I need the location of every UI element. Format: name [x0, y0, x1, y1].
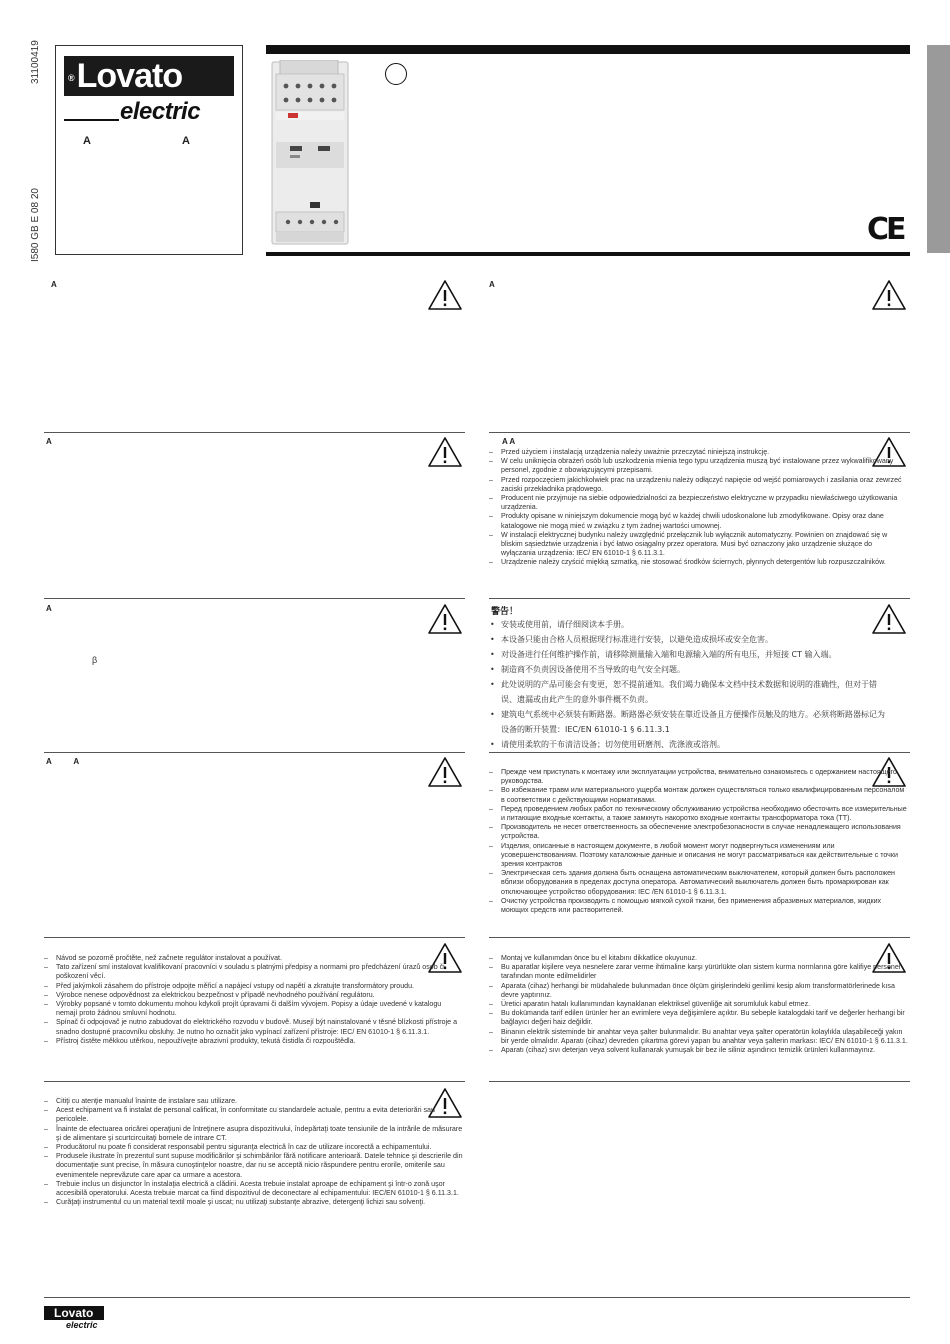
warning-list-romanian: [44, 1097, 464, 1207]
list-item: • 对设备进行任何维护操作前，请移除测量输入端和电源输入端的所有电压，并短接 CT 输入端。: [489, 647, 889, 662]
list-item: – Üretici aparatın hatalı kullanımından kaynaklanan elektriksel güvenliğe ait sorumluluk kabul etmez.: [489, 1000, 909, 1009]
list-item: – Производитель не несет ответственность за обеспечение электробезопасности в случае ненадлежащего использования устройства.: [489, 823, 909, 841]
list-item: – Электрическая сеть здания должна быть оснащена автоматическим выключателем, который должен быть расположен вблизи оборудования в пределах доступа оператора. Автоматический выключатель должен быть промаркирован как отключающее устройство оборудования: IEC /EN 61010-1 § 6.11.3.1.: [489, 869, 909, 897]
divider: [489, 1081, 910, 1082]
list-item: – Trebuie inclus un disjunctor în instalaţia electrică a clădirii. Acesta trebuie instalat aproape de echipament şi într-o zonă uşor accesibilă operatorului. Acesta trebuie marcat ca fiind dispozitivul de deconectare al echipamentului: IEC/EN 61010-1 § 6.11.3.1.: [44, 1180, 464, 1198]
list-item: – Очистку устройства производить с помощью мягкой сухой ткани, без применения абразивных материалов, жидких моющих средств или растворителей.: [489, 897, 909, 915]
list-item: – Aparata (cihaz) herhangi bir müdahalede bulunmadan önce ölçüm girişlerindeki gerilimi kesip akım transformatörlerinede kısa devre yaptırınız.: [489, 982, 909, 1000]
list-item: – Spínač či odpojovač je nutno zabudovat do elektrického rozvodu v budově. Musejí být nainstalované v těsné blízkosti přístroje a snadno dostupné pracovníku obsluhy. Je nutno ho označit jako vypínací zařízení přístroje: IEC/ EN 61010-1 § 6.11.3.1.: [44, 1018, 464, 1036]
footer-logo: [44, 1306, 104, 1332]
warning-list-russian: [489, 768, 909, 915]
list-item: – Produkty opisane w niniejszym dokumencie mogą być w każdej chwili udoskonalone lub zmodyfikowane. Opisy oraz dane katalogowe nie mogą mieć w związku z tym żadnej wartości umownej.: [489, 512, 905, 530]
divider: [44, 752, 465, 753]
list-item: – Přístroj čistěte měkkou utěrkou, nepoužívejte abrazivní produkty, tekutá čistidla či rozpouštědla.: [44, 1037, 464, 1046]
circle-mark-icon: [385, 63, 407, 85]
list-item: – Produsele ilustrate în prezentul sunt supuse modificărilor şi schimbărilor fără notificare anterioară. Datele tehnice şi descrierile din documentaţie sunt precise, în măsura cunoştinţelor noastre, dar nu se acceptă nicio răspundere pentru erorile, omiterile sau evenimentele neprevăzute care apar ca urmare a acestora.: [44, 1152, 464, 1180]
list-item: • 制造商不负责因设备使用不当导致的电气安全问题。: [489, 662, 889, 677]
list-item: – Acest echipament va fi instalat de personal calificat, în conformitate cu standardele actuale, pentru a evita deteriorări sau pericolele.: [44, 1106, 464, 1124]
warning-icon: [427, 436, 463, 468]
list-item: – Во избежание травм или материального ущерба монтаж должен существляться только квалифицированным персоналом в соответствии с действующими нормативами.: [489, 786, 909, 804]
footer-rule: [44, 1297, 910, 1298]
section-title-s4-left: A A: [46, 757, 80, 766]
section-title-top-right: A: [489, 280, 495, 289]
list-item: – Výrobky popsané v tomto dokumentu mohou kdykoli projít úpravami či dalším vývojem. Popisy a údaje uvedené v katalogu nemají proto žádnou smluvní hodnotu.: [44, 1000, 464, 1018]
doc-code-top: 31100419: [30, 40, 41, 84]
list-item: – Curăţaţi instrumentul cu un material textil moale şi uscat; nu utilizaţi substanţe abrazive, detergenţi lichizi sau solvenţi.: [44, 1198, 464, 1207]
warning-icon: [427, 756, 463, 788]
section-title-top-left: A: [51, 280, 57, 289]
list-item: – Výrobce nenese odpovědnost za elektrickou bezpečnost v případě nevhodného používání regulátoru.: [44, 991, 464, 1000]
warning-icon: [871, 279, 907, 311]
list-item: – Montaj ve kullanımdan önce bu el kitabını dikkatlice okuyunuz.: [489, 954, 909, 963]
list-item: – Před jakýmkoli zásahem do přístroje odpojte měřicí a napájecí vstupy od napětí a zkratujte transformátory proudu.: [44, 982, 464, 991]
warning-list-turkish: [489, 954, 909, 1055]
header-a-right: A: [182, 135, 190, 147]
list-item: – Przed rozpoczęciem jakichkolwiek prac na urządzeniu należy odłączyć napięcie od wejść pomiarowych i zasilania oraz zewrzeć zaciski przekładnika prądowego.: [489, 476, 905, 494]
list-item: – Прежде чем приступать к монтажу или эксплуатации устройства, внимательно ознакомьтесь с одержанием настоящего руководства.: [489, 768, 909, 786]
divider: [489, 937, 910, 938]
warning-icon: [427, 279, 463, 311]
list-item: • 请使用柔软的干布清洁设备；切勿使用研磨剂、洗涤液或溶剂。: [489, 737, 889, 752]
divider: [489, 752, 910, 753]
logo-box: [55, 45, 243, 255]
list-item: – Citiţi cu atenţie manualul înainte de instalare sau utilizare.: [44, 1097, 464, 1106]
divider: [44, 1081, 465, 1082]
section-title-s3-left: A: [46, 604, 52, 613]
brand-logo: [64, 56, 234, 96]
warning-list-polish: [489, 448, 905, 568]
list-item: • 本设备只能由合格人员根据现行标准进行安装，以避免造成损坏或安全危害。: [489, 632, 889, 647]
section-title-s2-left: A: [46, 437, 52, 446]
divider: [44, 937, 465, 938]
warning-list-chinese: [489, 617, 889, 752]
divider: [44, 598, 465, 599]
section-title-s2-right: A A: [502, 437, 516, 446]
header-a-left: A: [83, 135, 91, 147]
list-item: – Bu aparatlar kişilere veya nesnelere zarar verme ihtimaline karşı yürürlükte olan sistem kurma normlarına göre kalifiye personel tarafından monte edilmelidirler: [489, 963, 909, 981]
list-item: – W celu uniknięcia obrażeń osób lub uszkodzenia mienia tego typu urządzenia muszą być instalowane przez wykwalifikowany personel, zgodnie z obowiązującymi przepisami.: [489, 457, 905, 475]
divider: [44, 432, 465, 433]
list-item: – Binanın elektrik sisteminde bir anahtar veya şalter bulunmalıdır. Bu anahtar veya şalter operatörün kolaylıkla ulaşabileceği yakın bir yerde olmalıdır. Aparatı (cihaz) devreden çıkartma görevi yapan bu anahtar veya şalterin markası: IEC/ EN 61010-1 § 6.11.3.1.: [489, 1028, 909, 1046]
side-tab: [927, 45, 950, 253]
list-item: – Producent nie przyjmuje na siebie odpowiedzialności za bezpieczeństwo elektryczne w przypadku niewłaściwego użytkowania urządzenia.: [489, 494, 905, 512]
footer-subname: electric: [66, 1320, 98, 1330]
beta-symbol: β: [92, 655, 98, 665]
list-item: – Aparatı (cihaz) sıvı deterjan veya solvent kullanarak yumuşak bir bez ile siliniz aşındırıcı temizlik ürünleri kullanmayınız.: [489, 1046, 909, 1055]
list-item: – Návod se pozorně pročtěte, než začnete regulátor instalovat a používat.: [44, 954, 464, 963]
registered-mark: ®: [68, 73, 74, 83]
doc-code-bottom: I580 GB E 08 20: [30, 188, 41, 262]
list-item: – Tato zařízení smí instalovat kvalifikovaní pracovníci v souladu s platnými předpisy a normami pro předcházení úrazů osob či poškození věcí.: [44, 963, 464, 981]
list-item: – Producătorul nu poate fi considerat responsabil pentru siguranţa electrică în caz de utilizare incorectă a echipamentului.: [44, 1143, 464, 1152]
ce-mark-icon: CE: [867, 212, 904, 247]
list-item: – Изделия, описанные в настоящем документе, в любой момент могут подвергнуться изменениям или усовершенствованиям. Поэтому каталожные данные и описания не могут рассматриваться как действительные с точки зрения контрактов: [489, 842, 909, 870]
list-item: – Przed użyciem i instalacją urządzenia należy uważnie przeczytać niniejszą instrukcję.: [489, 448, 905, 457]
divider: [489, 432, 910, 433]
list-item: – Înainte de efectuarea oricărei operaţiuni de întreţinere asupra dispozitivului, îndepărtaţi toate tensiunile de la intrările de măsurare şi de alimentare şi scurtcircuitaţi bornele de intrare CT.: [44, 1125, 464, 1143]
warning-icon: [427, 603, 463, 635]
brand-name: Lovato: [76, 57, 183, 95]
list-item: • 建筑电气系统中必须装有断路器。断路器必须安装在靠近设备且方便操作员触及的地方。必须将断路器标记为设备的断开装置：IEC/EN 61010-1 § 6.11.3.1: [489, 707, 889, 737]
divider: [489, 598, 910, 599]
list-item: – Urządzenie należy czyścić miękką szmatką, nie stosować środków ściernych, płynnych detergentów lub rozpuszczalników.: [489, 558, 905, 567]
device-image: [270, 60, 350, 246]
brand-subname: electric: [120, 98, 201, 125]
list-item: • 安装或使用前，请仔细阅读本手册。: [489, 617, 889, 632]
list-item: • 此处说明的产品可能会有变更，恕不提前通知。我们竭力确保本文档中技术数据和说明的准确性，但对于错误、遗漏或由此产生的意外事件概不负责。: [489, 677, 889, 707]
header-bottom-bar: [266, 252, 910, 256]
list-item: – Bu dokümanda tarif edilen ürünler her an evrimlere veya değişimlere açıktır. Bu sebeple katalogdaki tarif ve değerler herhangi bir bağlayıcı değeri haiz değildir.: [489, 1009, 909, 1027]
list-item: – Перед проведением любых работ по техническому обслуживанию устройства необходимо обесточить все измерительные и питающие входные контакты, а также замкнуть накоротко входные контакты трансформатора тока (ТТ).: [489, 805, 909, 823]
list-item: – W instalacji elektrycznej budynku należy uwzględnić przełącznik lub wyłącznik automatyczny. Powinien on znajdować się w bliskim sąsiedztwie urządzenia i być łatwo osiągalny przez operatora. Musi być oznaczony jako urządzenie służące do wyłączania urządzenia: IEC/ EN 61010-1 § 6.11.3.1.: [489, 531, 905, 559]
header-top-bar: [266, 45, 910, 54]
section-title-s3-right: 警告！: [491, 607, 519, 617]
footer-brand: Lovato: [44, 1306, 104, 1320]
warning-list-czech: [44, 954, 464, 1046]
logo-rule: [64, 119, 119, 121]
